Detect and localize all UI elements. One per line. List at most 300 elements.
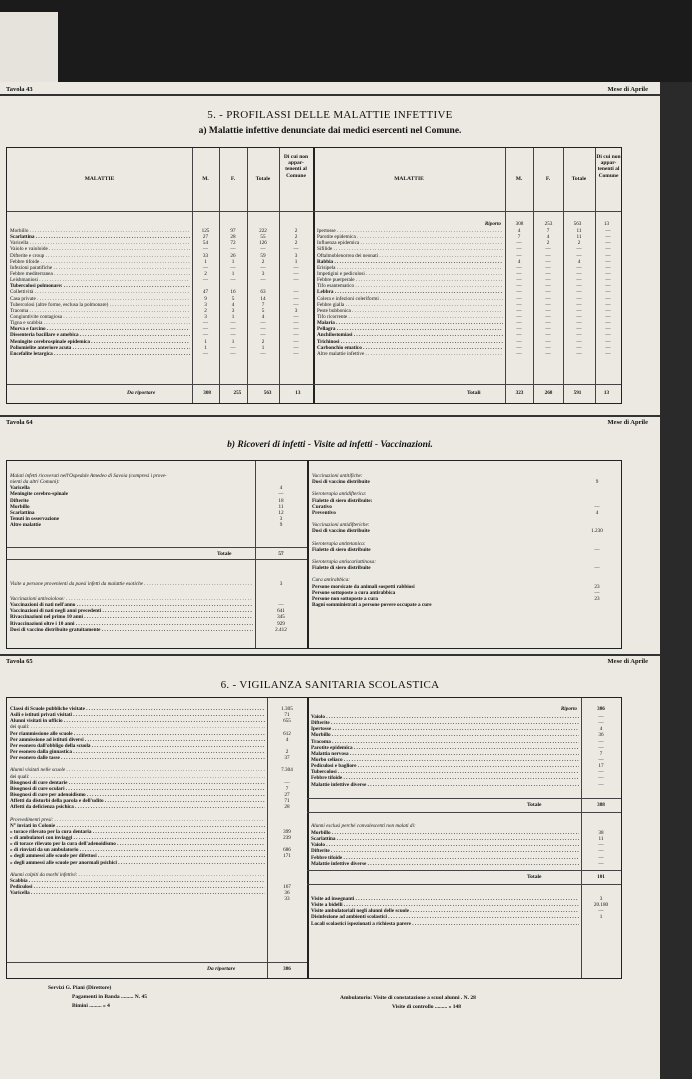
serotherapy-row: Vaccinazioni antitifiche: <box>312 473 363 479</box>
value-m: 1 <box>204 344 207 351</box>
value-f: — <box>545 277 551 284</box>
misc-value <box>581 921 621 927</box>
value-m: — <box>516 246 522 253</box>
visite-label: Visite a persone provenienti da paesi infetti da malattie esotiche . . . <box>10 581 253 587</box>
alunni-value: — <box>598 854 604 861</box>
value-f: — <box>545 289 551 296</box>
disease-row: Leishmaniosi . . . <box>10 277 190 283</box>
disease-row: Peste bubbonica . . . <box>317 308 503 314</box>
ricoveri-row: Tenuti in osservazione <box>10 515 60 522</box>
alunni-esclusi-label: Alunni esclusi perché convalescenti non malati di: <box>311 823 416 829</box>
totale-alunni-label: Totale <box>527 874 542 880</box>
totali-label: Totali <box>467 390 481 396</box>
school-value: 28 <box>284 804 290 811</box>
ricoveri-value: 12 <box>278 509 284 516</box>
value-dicui: — <box>605 289 611 296</box>
da-riportare-label: Da riportare <box>127 390 156 396</box>
serotherapy-value: — <box>594 546 600 553</box>
value-total: — <box>576 270 582 277</box>
left-col-total-values <box>247 228 279 357</box>
disease-row: Poliomielite anteriore acuta . . . <box>10 345 190 351</box>
disease-row: Erisipela . . . <box>317 265 503 271</box>
disease-row: Congiuntivite contagiosa . . . <box>10 314 190 320</box>
value-f: — <box>230 344 236 351</box>
ambulatorio-line-1: Ambulatorio: Visite di constatazione a scuol alunni . N. 28 <box>340 995 476 1001</box>
divider <box>0 415 660 417</box>
value-total: — <box>576 326 582 333</box>
value-total: — <box>576 332 582 339</box>
school-disease-value: — <box>598 738 604 745</box>
divider <box>0 654 660 656</box>
school-value: 167 <box>283 884 291 891</box>
value-f: 3 <box>231 307 235 314</box>
value-total: 59 <box>260 252 266 259</box>
value-m: — <box>516 344 522 351</box>
school-row: Affetti da disturbi della parola e dell'udito . . . <box>10 798 265 804</box>
disease-row: Dissenteria bacillare e amebica . . . <box>10 332 190 338</box>
ricoveri-value: 3 <box>279 515 283 522</box>
disease-row: Tifo esantematico . . . <box>317 283 503 289</box>
school-row: Alunni visitati in ufficio . . . <box>10 718 265 724</box>
value-m: 4 <box>517 228 521 234</box>
value-dicui: — <box>605 326 611 333</box>
table-43-label: Tavola 43 <box>6 86 33 93</box>
value-f: — <box>230 277 236 284</box>
school-row: Per esonero dall'obbligo della scuola . . . <box>10 743 265 749</box>
value-m: 3 <box>204 313 207 320</box>
scan-corner-fold <box>0 12 58 82</box>
right-col-total-values <box>563 228 595 357</box>
value-m: 9 <box>204 295 207 302</box>
ricoveri-row: Morbillo <box>10 503 30 510</box>
foot-value: 13 <box>295 390 301 396</box>
left-col-m-values <box>192 228 219 357</box>
serotherapy-row: Dosi di vaccino distribuite <box>312 479 370 486</box>
vaccination-row: Dosi di vaccino distribuite gratuitamente . . . <box>10 627 253 633</box>
serotherapy-row: Persone non sottoposte a cura <box>312 595 378 602</box>
value-f: 4 <box>231 301 235 308</box>
value-dicui: — <box>293 277 299 284</box>
school-row: Pediculosi . . . <box>10 884 265 890</box>
misc-value: 20.180 <box>593 902 609 909</box>
section-6-title: 6. - VIGILANZA SANITARIA SCOLASTICA <box>220 679 440 691</box>
riporto-value: 563 <box>573 221 582 227</box>
school-disease-row: Malattie infettive diverse . . . <box>311 782 579 788</box>
school-row: dei quali: . . . <box>10 724 265 730</box>
value-total: — <box>576 277 582 284</box>
value-f: — <box>230 350 236 357</box>
value-f: — <box>545 252 551 259</box>
serotherapy-row: Sieroterapia antitetanica: <box>312 540 366 547</box>
school-disease-row: Vaiolo . . . <box>311 714 579 720</box>
value-dicui: 2 <box>294 240 298 247</box>
foot-value: 268 <box>544 390 553 396</box>
value-m: — <box>516 270 522 277</box>
value-dicui: — <box>605 252 611 259</box>
school-row: » degli ammessi alle scuole per anormali psichici . . . <box>10 860 265 866</box>
serotherapy-value: — <box>594 589 600 596</box>
school-row: dei quali: . . . <box>10 774 265 780</box>
disease-row: Encefalite letargica . . . <box>10 351 190 357</box>
disease-row: Impetigini e pediculosi . . . <box>317 271 503 277</box>
totale-value: 57 <box>278 551 284 557</box>
value-f: — <box>545 307 551 314</box>
serotherapy-row: Vaccinazioni antidifteriche: <box>312 522 370 529</box>
serotherapy-row: Curativo <box>312 503 332 510</box>
value-dicui: — <box>605 228 611 234</box>
disease-row: Febbre tifoide . . . <box>10 259 190 265</box>
school-value: 7 <box>285 785 289 792</box>
value-dicui: — <box>605 344 611 351</box>
value-dicui: — <box>605 283 611 290</box>
serotherapy-value: — <box>594 503 600 510</box>
value-total: — <box>576 320 582 327</box>
serotherapy-value: 23 <box>594 583 600 590</box>
value-f: — <box>545 264 551 271</box>
totale-label-65: Totale <box>527 802 542 808</box>
value-total: 11 <box>576 228 582 234</box>
col-malattie: MALATTIE <box>84 176 115 182</box>
value-f: — <box>545 301 551 308</box>
value-m: — <box>516 301 522 308</box>
value-total: — <box>260 264 266 271</box>
vaccination-value: 2.412 <box>275 626 287 633</box>
school-disease-value: 17 <box>598 763 604 770</box>
value-total: 222 <box>259 228 267 234</box>
serotherapy-value: 4 <box>595 509 599 516</box>
value-m: — <box>202 264 209 271</box>
value-total: 55 <box>260 234 266 241</box>
visite-value: 3 <box>279 581 283 587</box>
serotherapy-row: Bagni somministrati a persone povere occupate a cure <box>312 601 432 608</box>
value-f: 26 <box>230 252 236 259</box>
value-total: — <box>576 344 582 351</box>
alunni-row: Febbre tifoide . . . <box>311 855 579 861</box>
value-total: 4 <box>261 313 265 320</box>
school-value: 36 <box>284 890 290 897</box>
value-dicui: — <box>293 301 299 308</box>
school-disease-value: — <box>598 781 604 788</box>
ricoveri-value: — <box>278 491 284 498</box>
value-dicui: — <box>605 258 611 265</box>
riporto-label-65: Riporto <box>560 706 577 712</box>
serotherapy-row: Preventivo <box>312 509 336 516</box>
totale-alunni-value: 101 <box>597 874 605 880</box>
value-dicui: — <box>293 270 299 277</box>
school-row: » degli ammessi alle scuole per difettosi . . . <box>10 853 265 859</box>
totali-values <box>505 390 621 396</box>
value-m: 125 <box>201 228 210 234</box>
disease-row: Colera e infezioni coleriformi . . . <box>317 296 503 302</box>
disease-row: Collettività . . . <box>10 289 190 295</box>
school-value: 4 <box>285 736 289 743</box>
school-disease-row: Tracoma . . . <box>311 739 579 745</box>
disease-row: Altre malattie infettive . . . <box>317 351 503 357</box>
value-total: — <box>576 252 582 259</box>
disease-row: Vaiolo e vaioloide . . . <box>10 246 190 252</box>
value-total: — <box>576 264 582 271</box>
school-row: » di ambulatori con inviaggi . . . <box>10 835 265 841</box>
value-total: 2 <box>577 240 581 247</box>
signature-line-1: Servizi G. Piani (Direttore) <box>48 985 112 991</box>
value-dicui: — <box>293 264 299 271</box>
value-m: — <box>202 320 209 327</box>
school-row: Bisognosi di cure dentarie . . . <box>10 780 265 786</box>
school-disease-value: — <box>598 714 604 720</box>
foot-value: 323 <box>515 390 524 396</box>
riporto-value: 253 <box>544 221 553 227</box>
school-value: 37 <box>284 755 290 762</box>
infectious-diseases-table <box>6 147 622 404</box>
section-5-title: 5. - PROFILASSI DELLE MALATTIE INFETTIVE <box>207 109 453 121</box>
serotherapy-value <box>573 602 621 608</box>
value-total: — <box>576 307 582 314</box>
disease-row: Tigna e scabbia . . . <box>10 320 190 326</box>
value-dicui: — <box>605 240 611 247</box>
misc-row: Visite a bidelli . . . <box>311 902 579 908</box>
value-f: — <box>545 283 551 290</box>
school-disease-value: 36 <box>598 732 604 739</box>
vaccination-row: Rivaccinazioni oltre i 10 anni . . . <box>10 621 253 627</box>
scan-right-margin <box>660 82 692 1079</box>
value-total: 11 <box>576 234 582 241</box>
col-f-right: F. <box>545 176 551 182</box>
alunni-value: — <box>598 848 604 855</box>
infections-vaccinations-table <box>6 460 622 649</box>
value-f: — <box>545 344 551 351</box>
serotherapy-row: Dosi di vaccino distribuite <box>312 528 370 535</box>
value-dicui: — <box>605 350 611 357</box>
school-row: Bisognosi di cure oculari . . . <box>10 786 265 792</box>
table-65-month: Mese di Aprile <box>607 658 648 665</box>
value-m: — <box>202 332 209 339</box>
value-dicui: — <box>293 289 299 296</box>
foot-value: 591 <box>573 390 582 396</box>
vaccination-row: Vaccinazioni di nati nell'anno . . . <box>10 602 253 608</box>
school-row: Alunni visitati nelle scuole . . . <box>10 767 265 773</box>
section-5b-subtitle: b) Ricoveri di infetti - Visite ad infetti - Vaccinazioni. <box>227 440 433 450</box>
disease-row: Pellagra . . . <box>317 326 503 332</box>
value-f: 2 <box>546 240 550 247</box>
school-disease-value: — <box>598 744 604 751</box>
disease-row: Febbre gialla . . . <box>317 302 503 308</box>
school-value: 239 <box>283 834 291 841</box>
serotherapy-value: — <box>594 565 600 572</box>
value-m: — <box>516 283 522 290</box>
right-disease-list <box>317 228 503 357</box>
misc-value: — <box>598 908 604 915</box>
value-m: — <box>516 338 522 345</box>
vaccination-value: — <box>278 602 284 609</box>
value-dicui: 2 <box>294 228 298 234</box>
disease-row: Tubercolosi (altre forme, esclusa la polmonare) . . . <box>10 302 190 308</box>
da-riportare-values <box>192 390 313 396</box>
value-m: 2 <box>204 270 207 277</box>
school-disease-value: — <box>598 775 604 782</box>
value-f: — <box>545 246 551 253</box>
riporto-value: 308 <box>515 221 524 227</box>
value-m: — <box>516 332 522 339</box>
value-dicui: — <box>293 313 299 320</box>
alunni-value: 38 <box>598 830 604 836</box>
school-row: » di rinviati da un ambulatorio . . . <box>10 847 265 853</box>
disease-row: Malaria . . . <box>317 320 503 326</box>
school-value: 71 <box>284 712 290 719</box>
value-m: — <box>202 350 209 357</box>
disease-row: Casa private . . . <box>10 296 190 302</box>
col-di-cui-right: Di cui non appar- tenenti al Comune <box>596 154 621 179</box>
school-row: Varicella . . . <box>10 890 265 896</box>
value-f: — <box>545 295 551 302</box>
alunni-row: Scarlattina . . . <box>311 836 579 842</box>
school-row: Alunni colpiti da morbi infettivi: . . . <box>10 872 265 878</box>
value-f: 16 <box>230 289 236 296</box>
value-total: — <box>260 332 266 339</box>
school-row: Scabbia . . . <box>10 878 265 884</box>
value-total: 2 <box>261 338 265 345</box>
serotherapy-row: Fialette di siero distribuite <box>312 546 371 553</box>
col-malattie-right: MALATTIE <box>394 176 424 182</box>
school-disease-row: Ipertosse . . . <box>311 726 579 732</box>
left-col-dicui-values <box>279 228 313 357</box>
vaccination-row: Vaccinazioni di nati negli anni precedenti . . . <box>10 608 253 614</box>
school-row: Per esonero dalla ginnastica . . . <box>10 749 265 755</box>
ricoveri-row: Meningite cerebro-spinale <box>10 491 68 498</box>
value-m: — <box>516 307 522 314</box>
disease-row: Rabbia . . . <box>317 259 503 265</box>
disease-row: Lebbra . . . <box>317 289 503 295</box>
value-dicui: — <box>605 264 611 271</box>
ricoveri-row: nienti da altri Comuni): <box>10 479 60 486</box>
school-disease-row: Febbre tifoide . . . <box>311 775 579 781</box>
school-value: 33 <box>284 896 290 903</box>
school-disease-value: 7 <box>599 750 603 757</box>
value-dicui: 3 <box>294 252 298 259</box>
value-total: — <box>260 277 266 284</box>
section-5a-subtitle: a) Malattie infettive denunciate dai medici esercenti nel Comune. <box>198 126 462 136</box>
value-dicui: — <box>293 338 299 345</box>
value-total: 4 <box>577 258 581 265</box>
value-m: 1 <box>204 338 207 345</box>
value-f: 28 <box>230 234 236 241</box>
value-total: 7 <box>261 301 265 308</box>
value-f: — <box>545 320 551 327</box>
foot-value: 13 <box>603 390 610 396</box>
value-dicui: — <box>293 326 299 333</box>
value-total: — <box>260 326 266 333</box>
disease-row: Influenza epidemica . . . <box>317 240 503 246</box>
da-riportare-value-65: 386 <box>283 966 291 972</box>
value-f: — <box>545 270 551 277</box>
ambulatorio-line-2: Visite di controllo ......... » 148 <box>392 1004 462 1010</box>
school-value: 71 <box>284 798 290 805</box>
school-row: Provvedimenti presi: . . . <box>10 817 265 823</box>
serotherapy-row: Cura antirabbica: <box>312 577 350 584</box>
value-m: — <box>202 326 209 333</box>
ricoveri-value: 9 <box>279 522 283 529</box>
value-f: 1 <box>231 258 235 265</box>
value-total: — <box>260 320 266 327</box>
value-f: — <box>545 332 551 339</box>
value-m: — <box>516 313 522 320</box>
value-f: 72 <box>230 240 236 247</box>
value-m: 47 <box>202 289 209 296</box>
riporto-value-65: 386 <box>597 706 605 712</box>
value-dicui: — <box>605 313 611 320</box>
alunni-row: Morbillo . . . <box>311 830 579 836</box>
table-43-month: Mese di Aprile <box>607 86 648 93</box>
school-row: Bisognosi di cure per adenoidismo . . . <box>10 792 265 798</box>
vaccination-row: Rivaccinazioni nel primo 10 anni . . . <box>10 614 253 620</box>
col-f: F. <box>230 176 236 182</box>
col-totale-right: Totale <box>571 176 587 182</box>
value-dicui: — <box>605 301 611 308</box>
value-m: 7 <box>517 234 521 241</box>
value-m: 3 <box>204 301 207 308</box>
ricoveri-value: 4 <box>279 485 283 492</box>
disease-row: Ipertosse . . . <box>317 228 503 234</box>
value-m: 1 <box>204 258 207 265</box>
school-value: 7.304 <box>281 767 293 774</box>
value-dicui: — <box>293 350 299 357</box>
value-m: — <box>516 264 522 271</box>
school-row: Affetti da deficienza psichica . . . <box>10 804 265 810</box>
value-m: — <box>516 289 522 296</box>
value-dicui: — <box>293 320 299 327</box>
value-total: 126 <box>259 240 267 247</box>
serotherapy-row: Fialette di siero distribuite: <box>312 497 373 504</box>
school-value: — <box>284 779 290 786</box>
alunni-row: Malattie infettive diverse . . . <box>311 861 579 867</box>
value-dicui: — <box>605 234 611 241</box>
foot-value: 255 <box>233 390 242 396</box>
value-dicui: — <box>605 270 611 277</box>
disease-row: Meningite cerebrospinale epidemica . . . <box>10 339 190 345</box>
vaccination-row: Vaccinazioni antivaiolose: . . . <box>10 596 253 602</box>
value-m: 2 <box>204 307 207 314</box>
ricoveri-row: Varicella <box>10 485 30 492</box>
school-value: 171 <box>283 853 291 860</box>
value-f: — <box>545 350 551 357</box>
school-disease-row: Morbillo . . . <box>311 732 579 738</box>
value-f: — <box>545 258 551 265</box>
value-m: — <box>516 277 522 284</box>
col-di-cui: Di cui non appar- tenenti al Comune <box>283 154 309 179</box>
vaccination-value: 641 <box>277 608 285 615</box>
disease-row: Oftalmoblenorrea dei neonati . . . <box>317 253 503 259</box>
value-f: — <box>230 332 236 339</box>
value-m: — <box>202 246 209 253</box>
value-m: 27 <box>202 234 209 241</box>
school-disease-row: Morbo celiaco . . . <box>311 757 579 763</box>
da-riportare-label-65: Da riportare <box>207 966 236 972</box>
serotherapy-value: 23 <box>594 595 600 602</box>
school-disease-row: Parotite epidemica . . . <box>311 745 579 751</box>
school-row: N° inviati in Colonie . . . <box>10 823 265 829</box>
disease-row: Scarlattina . . . <box>10 234 190 240</box>
value-total: — <box>576 295 582 302</box>
misc-value: 1 <box>599 914 603 921</box>
vaccination-value: 929 <box>277 620 285 627</box>
value-dicui: — <box>605 320 611 327</box>
misc-row: Locali scolastici ispezionati a richiesta parere . . . <box>311 921 579 927</box>
serotherapy-row: Persone morsicate da animali sospetti rabbiosi <box>312 583 415 590</box>
disease-row: Trichinosi . . . <box>317 339 503 345</box>
foot-value: 563 <box>263 390 272 396</box>
misc-row: Disinfezione ad ambienti scolastici . . . <box>311 914 579 920</box>
misc-row: Visite ad insegnanti . . . <box>311 896 579 902</box>
disease-row: Tubercolosi polmonare: . . . <box>10 283 190 289</box>
